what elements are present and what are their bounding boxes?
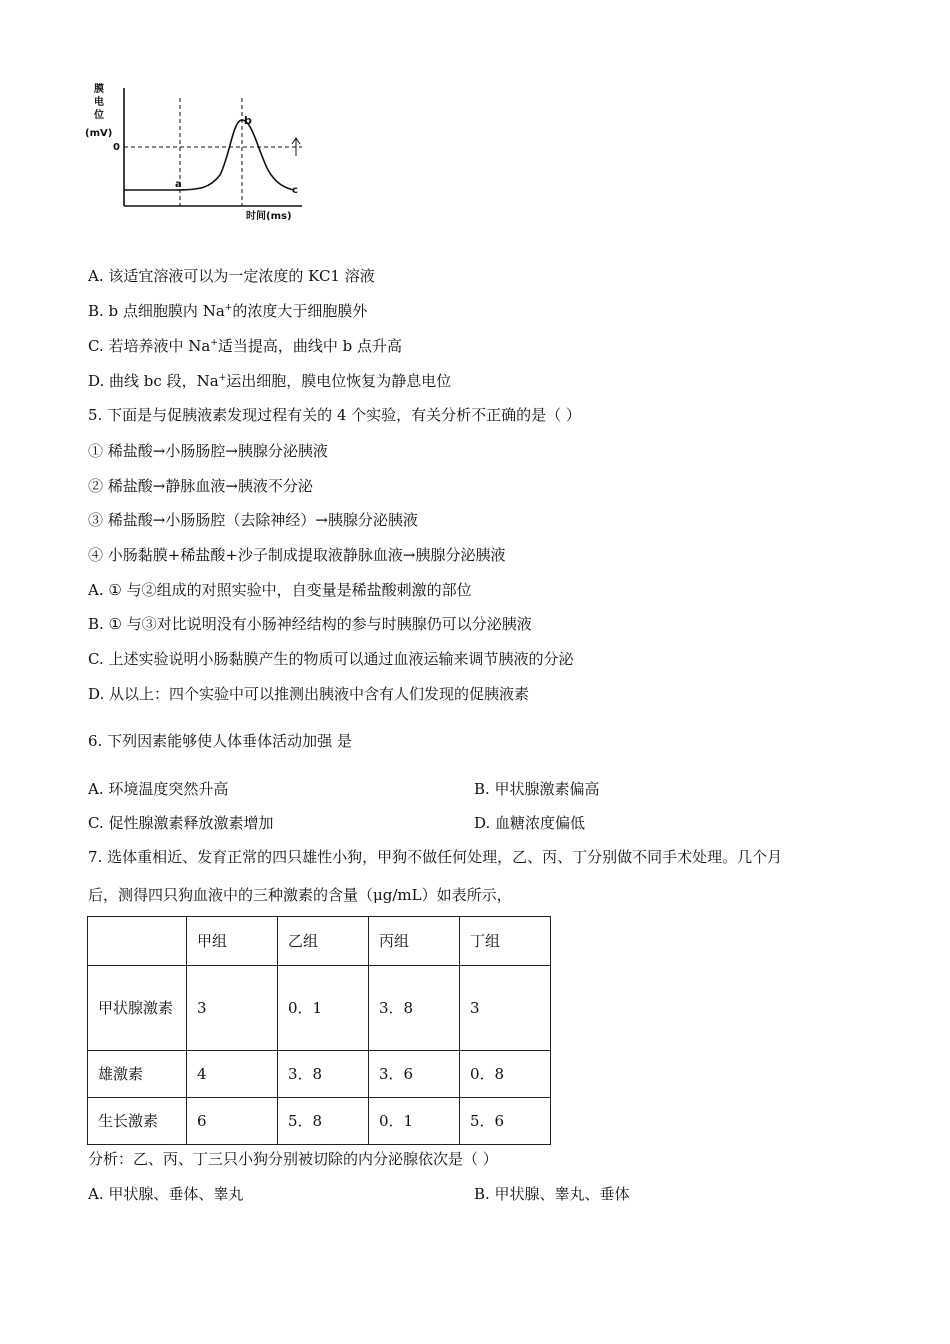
table-cell: 3．8 — [278, 1051, 369, 1098]
table-header-cell: 丁组 — [460, 917, 551, 966]
table-row — [88, 1051, 551, 1098]
point-a-label: a — [175, 179, 182, 190]
q4-option-b-pre: B. b 点细胞膜内 Na — [88, 302, 225, 320]
table-cell: 3 — [460, 966, 551, 1051]
q6-option-c: C. 促性腺激素释放激素增加 — [88, 814, 274, 832]
table-row — [88, 966, 551, 1051]
q5-stem: 5. 下面是与促胰液素发现过程有关的 4 个实验，有关分析不正确的是（ ） — [88, 406, 581, 424]
zero-label: 0 — [113, 142, 120, 153]
table-cell: 3．6 — [369, 1051, 460, 1098]
q7-option-b: B. 甲状腺、睾丸、垂体 — [474, 1185, 630, 1203]
q5-experiment-3: ③ 稀盐酸→小肠肠腔（去除神经）→胰腺分泌胰液 — [88, 511, 418, 529]
q5-option-a: A. ① 与②组成的对照实验中，自变量是稀盐酸刺激的部位 — [88, 581, 472, 599]
q4-option-b-post: 的浓度大于细胞膜外 — [232, 302, 368, 320]
q4-option-d-pre: D. 曲线 bc 段，Na — [88, 372, 219, 390]
table-header-cell — [88, 917, 187, 966]
q5-option-b: B. ① 与③对比说明没有小肠神经结构的参与时胰腺仍可以分泌胰液 — [88, 615, 532, 633]
table-cell-label: 雄激素 — [88, 1051, 187, 1098]
q6-stem: 6. 下列因素能够使人体垂体活动加强 是 — [88, 732, 352, 750]
table-cell: 0．8 — [460, 1051, 551, 1098]
table-row — [88, 1098, 551, 1145]
q4-option-d-sup: + — [218, 373, 227, 383]
table-cell: 6 — [187, 1098, 278, 1145]
q4-option-b-sup: + — [224, 303, 233, 313]
table-cell: 4 — [187, 1051, 278, 1098]
q5-experiment-4: ④ 小肠黏膜+稀盐酸+沙子制成提取液静脉血液→胰腺分泌胰液 — [88, 546, 506, 564]
q4-option-c-pre: C. 若培养液中 Na — [88, 337, 211, 355]
table-cell: 3．8 — [369, 966, 460, 1051]
q5-experiment-2: ② 稀盐酸→静脉血液→胰液不分泌 — [88, 477, 313, 495]
q4-option-d-post: 运出细胞，膜电位恢复为静息电位 — [226, 372, 452, 390]
x-axis-label: 时间(ms) — [246, 211, 292, 222]
q4-option-b — [88, 301, 367, 321]
q4-option-d — [88, 371, 451, 391]
y-label-char-1: 膜 — [94, 84, 104, 95]
table-cell-label: 甲状腺激素 — [88, 966, 187, 1051]
point-b-label: b — [244, 114, 252, 127]
table-cell: 3 — [187, 966, 278, 1051]
q4-option-c-sup: + — [210, 338, 218, 348]
q7-stem-line-1: 7. 选体重相近、发育正常的四只雄性小狗，甲狗不做任何处理，乙、丙、丁分别做不同手术处理。几个月 — [88, 848, 783, 866]
table-header-cell: 丙组 — [369, 917, 460, 966]
q7-option-a: A. 甲状腺、垂体、睾丸 — [88, 1185, 244, 1203]
table-cell: 5．6 — [460, 1098, 551, 1145]
hormone-table — [87, 916, 551, 1145]
table-cell: 5．8 — [278, 1098, 369, 1145]
y-label-char-2: 电 — [94, 97, 104, 108]
q4-option-c — [88, 336, 402, 356]
table-cell: 0．1 — [369, 1098, 460, 1145]
q5-option-c: C. 上述实验说明小肠黏膜产生的物质可以通过血液运输来调节胰液的分泌 — [88, 650, 574, 668]
q7-analysis: 分析：乙、丙、丁三只小狗分别被切除的内分泌腺依次是（ ） — [88, 1150, 498, 1168]
table-header-cell: 乙组 — [278, 917, 369, 966]
q6-option-b: B. 甲状腺激素偏高 — [474, 780, 600, 798]
table-header-row — [88, 917, 551, 966]
table-cell: 0．1 — [278, 966, 369, 1051]
q6-option-a: A. 环境温度突然升高 — [88, 780, 229, 798]
q7-stem-line-2: 后，测得四只狗血液中的三种激素的含量（μg/mL）如表所示， — [88, 886, 512, 904]
q4-option-c-post: 适当提高，曲线中 b 点升高 — [217, 337, 403, 355]
q5-experiment-1: ① 稀盐酸→小肠肠腔→胰腺分泌胰液 — [88, 442, 328, 460]
table-header-cell: 甲组 — [187, 917, 278, 966]
q5-option-d: D. 从以上：四个实验中可以推测出胰液中含有人们发现的促胰液素 — [88, 685, 530, 703]
y-label-char-3: 位 — [94, 110, 104, 121]
point-c-label: c — [292, 185, 298, 196]
membrane-potential-graph — [80, 80, 320, 230]
table-cell-label: 生长激素 — [88, 1098, 187, 1145]
q6-option-d: D. 血糖浓度偏低 — [474, 814, 586, 832]
potential-curve — [124, 120, 294, 190]
y-unit-label: (mV) — [85, 128, 113, 139]
q4-option-a: A. 该适宜溶液可以为一定浓度的 KC1 溶液 — [88, 267, 375, 285]
